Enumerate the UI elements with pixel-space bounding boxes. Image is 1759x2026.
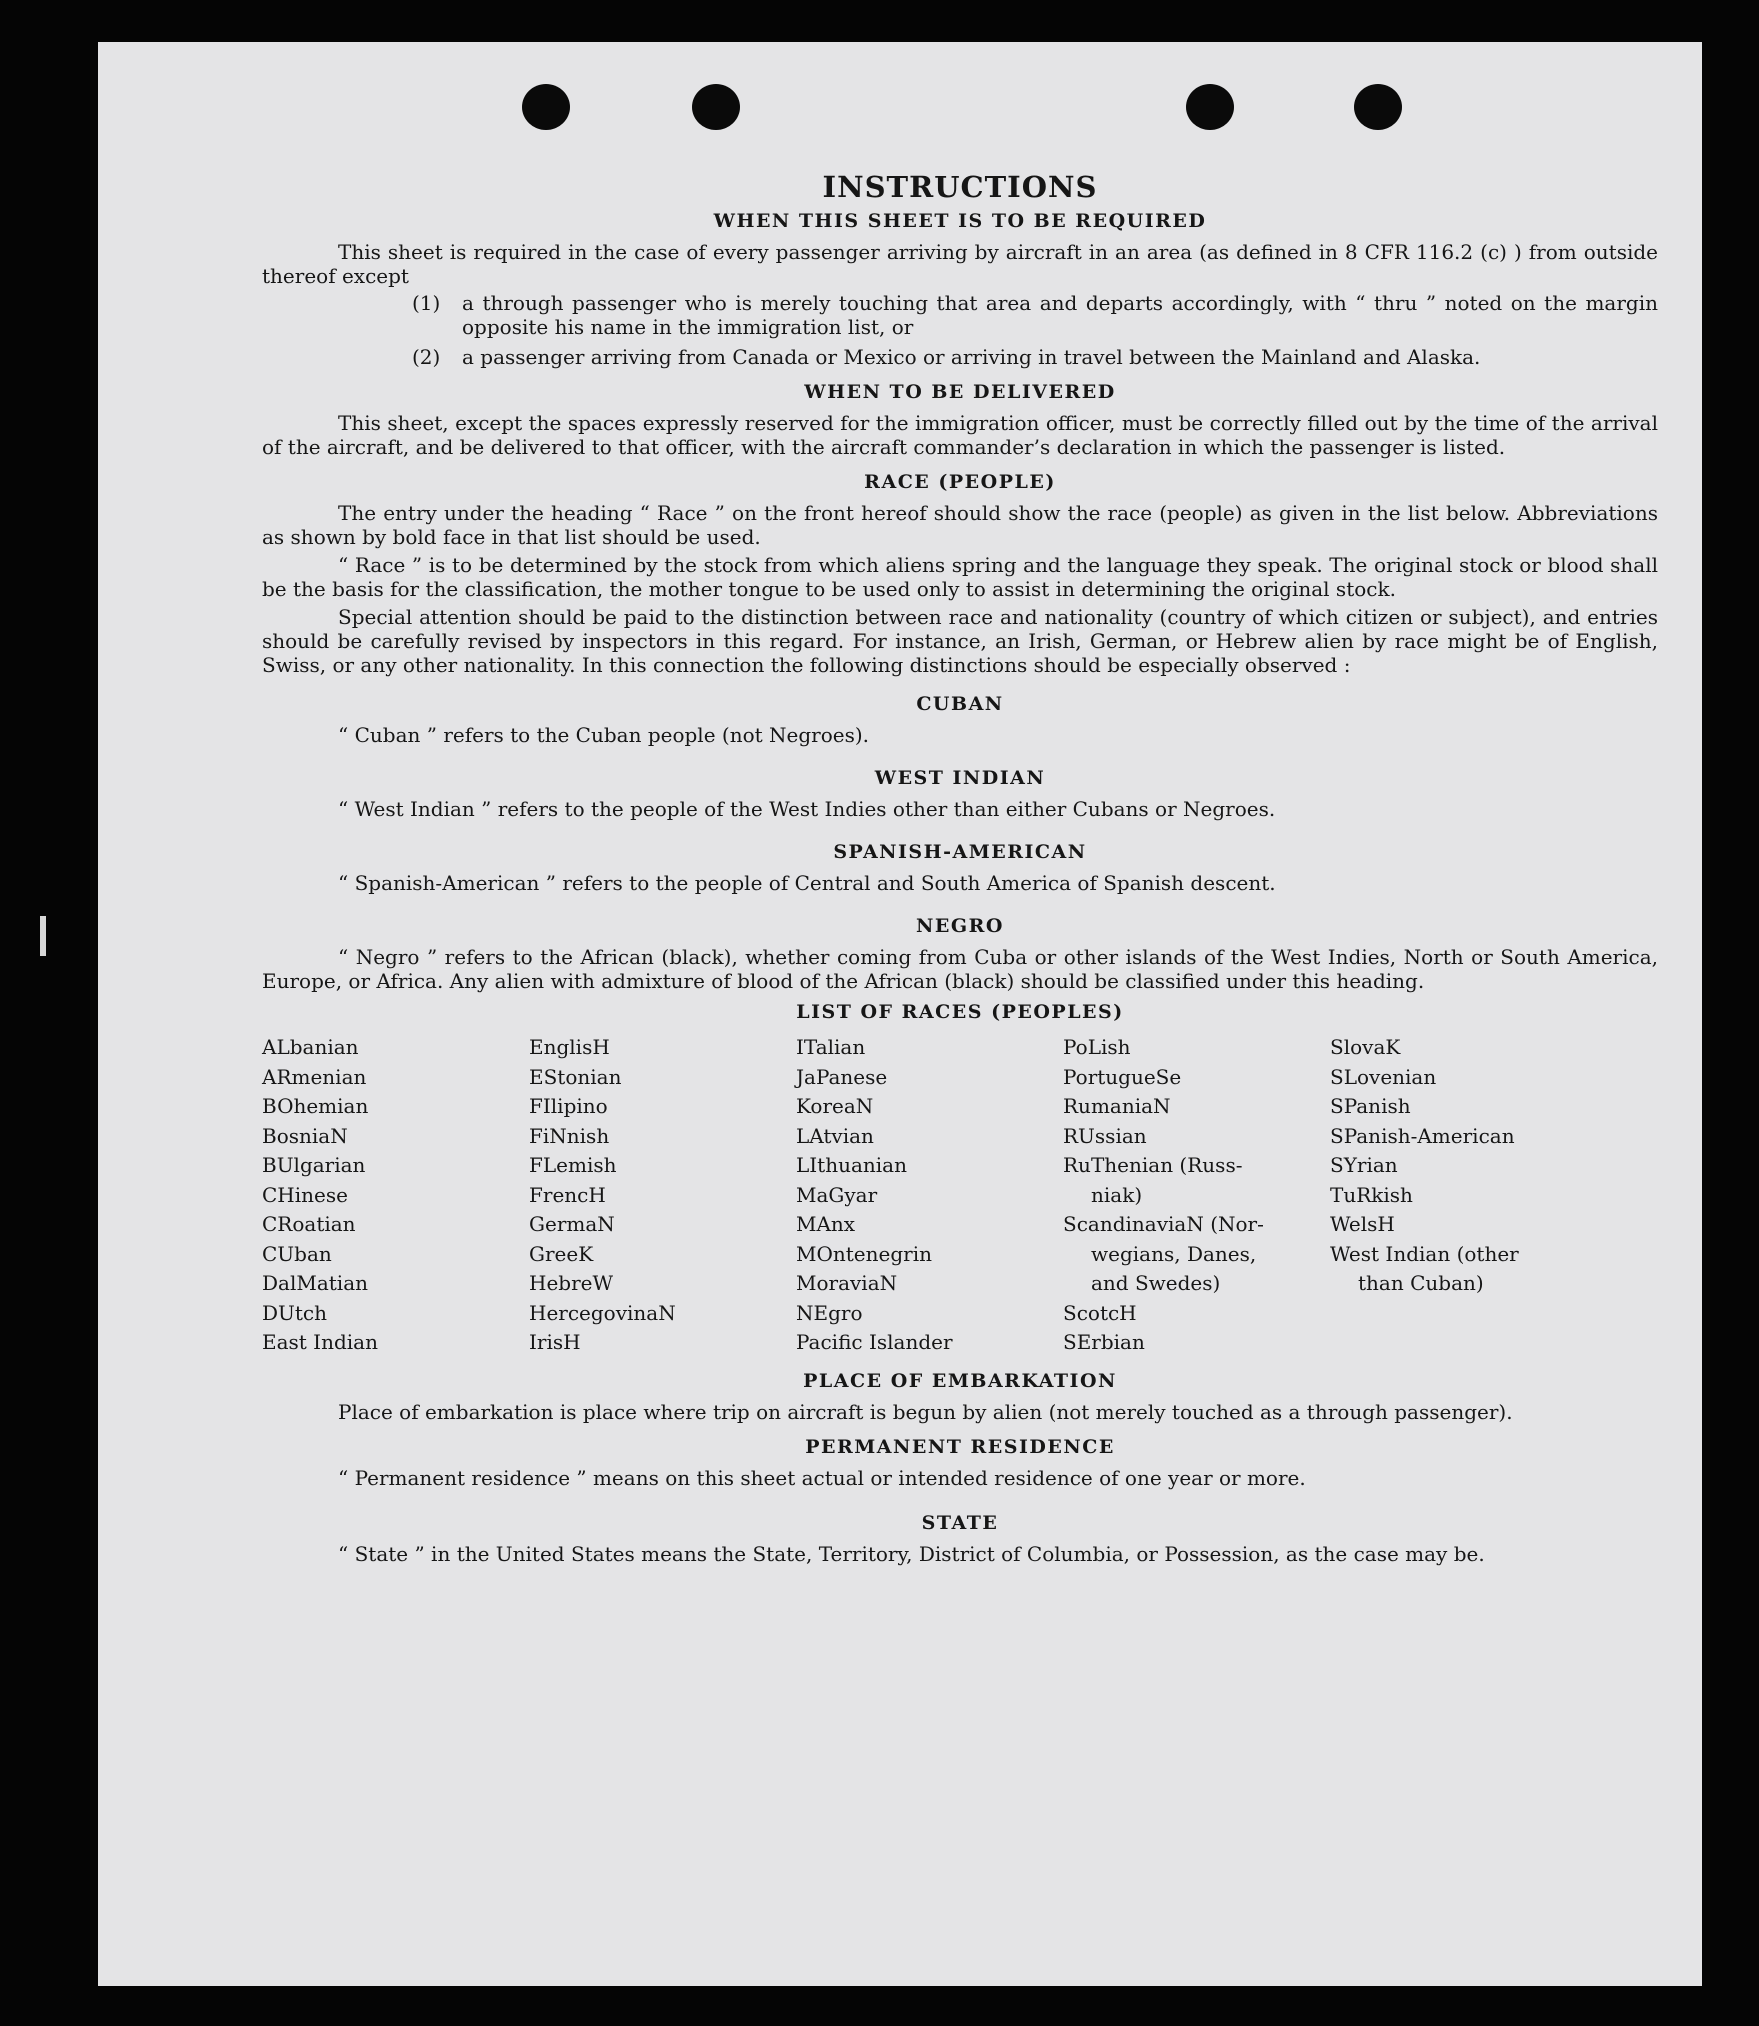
paragraph: This sheet, except the spaces expressly reserved for the immigration officer, must be correctly filled out by the time of the arrival of the aircraft, and be delivered to that officer, with the aircraft commander’s declaration in which the passenger is listed.: [262, 411, 1658, 459]
punch-hole: [522, 84, 570, 130]
race-entry: wegians, Danes,: [1091, 1241, 1257, 1266]
scan-speck: [40, 916, 46, 956]
paragraph: “ Permanent residence ” means on this sheet actual or intended residence of one year or more.: [338, 1465, 1306, 1490]
section-heading: CUBAN: [916, 693, 1004, 715]
paragraph: “ State ” in the United States means the State, Territory, District of Columbia, or Possession, as the case may be.: [338, 1541, 1485, 1566]
races-list: [262, 1033, 1658, 1358]
section-heading: NEGRO: [916, 915, 1004, 937]
race-entry: FrencH: [529, 1182, 606, 1207]
race-entry: FIlipino: [529, 1094, 608, 1118]
race-entry: BosniaN: [262, 1123, 348, 1148]
section-heading: WHEN TO BE DELIVERED: [804, 381, 1116, 403]
race-entry: MAnx: [796, 1212, 856, 1236]
races-column-5: [1330, 1033, 1590, 1358]
race-entry: FLemish: [529, 1153, 617, 1177]
race-entry: MaGyar: [796, 1182, 878, 1207]
paragraph: Place of embarkation is place where trip on aircraft is begun by alien (not merely touched as a through passenger).: [338, 1399, 1513, 1424]
race-entry: ALbanian: [262, 1035, 359, 1059]
race-entry: PortugueSe: [1063, 1064, 1182, 1089]
race-entry: BOhemian: [262, 1094, 369, 1118]
section-heading: RACE (PEOPLE): [864, 471, 1056, 493]
race-entry: RUssian: [1063, 1123, 1147, 1148]
races-column-4: [1063, 1033, 1330, 1358]
race-entry: than Cuban): [1358, 1271, 1484, 1295]
item-text: a passenger arriving from Canada or Mexico or arriving in travel between the Mainland and Alaska.: [462, 345, 1481, 369]
paragraph: “ Negro ” refers to the African (black), whether coming from Cuba or other islands of the West Indies, North or South America, Europe, or Africa. Any alien with admixture of blood of the African (black) should be classified under this heading.: [262, 945, 1658, 993]
race-entry: SYrian: [1330, 1153, 1398, 1177]
race-entry: PoLish: [1063, 1035, 1131, 1059]
paragraph: “ Race ” is to be determined by the stock from which aliens spring and the language they speak. The original stock or blood shall be the basis for the classification, the mother tongue to be used only to assist in determining the original stock.: [262, 553, 1658, 601]
race-entry: MoraviaN: [796, 1271, 898, 1295]
race-entry: BUlgarian: [262, 1153, 366, 1177]
race-entry: DUtch: [262, 1300, 328, 1325]
race-entry: NEgro: [796, 1300, 863, 1325]
race-entry: LIthuanian: [796, 1153, 907, 1177]
race-entry: WelsH: [1330, 1212, 1395, 1236]
section-heading: PLACE OF EMBARKATION: [803, 1369, 1117, 1392]
race-entry: RuThenian (Russ-: [1063, 1153, 1243, 1177]
paragraph: The entry under the heading “ Race ” on the front hereof should show the race (people) as given in the list below. Abbreviations as shown by bold face in that list should be used.: [262, 501, 1658, 549]
instructions-text: [262, 170, 1658, 1566]
paragraph: “ West Indian ” refers to the people of the West Indies other than either Cubans or Negroes.: [338, 797, 1276, 821]
item-text: a through passenger who is merely touching that area and departs accordingly, with “ thru ” noted on the margin opposite his name in the immigration list, or: [462, 291, 1658, 339]
race-entry: TuRkish: [1330, 1182, 1413, 1207]
punch-hole: [1186, 84, 1234, 130]
race-entry: Pacific Islander: [796, 1330, 953, 1354]
race-entry: CUban: [262, 1241, 332, 1266]
race-entry: East Indian: [262, 1330, 378, 1354]
paragraph: “ Cuban ” refers to the Cuban people (not Negroes).: [338, 723, 870, 747]
section-heading: STATE: [921, 1511, 999, 1534]
item-number: (2): [412, 345, 441, 369]
race-entry: SPanish: [1330, 1094, 1411, 1118]
race-entry: LAtvian: [796, 1123, 874, 1148]
race-entry: EStonian: [529, 1064, 622, 1089]
race-entry: HercegovinaN: [529, 1300, 676, 1325]
race-entry: SPanish-American: [1330, 1123, 1515, 1148]
race-entry: ScandinaviaN (Nor-: [1063, 1212, 1264, 1236]
race-entry: IrisH: [529, 1330, 581, 1354]
punch-hole: [692, 84, 740, 130]
race-entry: CHinese: [262, 1182, 348, 1207]
race-entry: GermaN: [529, 1212, 615, 1236]
race-entry: CRoatian: [262, 1212, 356, 1236]
document-page: [98, 42, 1702, 1986]
paragraph: This sheet is required in the case of every passenger arriving by aircraft in an area (as defined in 8 CFR 116.2 (c) ) from outside thereof except: [262, 240, 1658, 288]
race-entry: MOntenegrin: [796, 1241, 932, 1266]
race-entry: JaPanese: [796, 1064, 888, 1089]
race-entry: ARmenian: [262, 1064, 367, 1089]
paragraph: Special attention should be paid to the distinction between race and nationality (country of which citizen or subject), and entries should be carefully revised by inspectors in this regard. For instance, an Irish, German, or Hebrew alien by race might be of English, Swiss, or any other nationality. In this connection the following distinctions should be especially observed :: [262, 605, 1658, 677]
race-entry: EnglisH: [529, 1035, 610, 1059]
section-heading: LIST OF RACES (PEOPLES): [796, 1001, 1124, 1023]
race-entry: DalMatian: [262, 1271, 368, 1295]
item-number: (1): [412, 291, 441, 315]
race-entry: niak): [1091, 1182, 1143, 1207]
page-title: INSTRUCTIONS: [822, 170, 1098, 204]
race-entry: FiNnish: [529, 1123, 610, 1148]
list-item: [412, 291, 1658, 339]
races-column-2: [529, 1033, 796, 1358]
race-entry: ScotcH: [1063, 1300, 1137, 1325]
races-column-1: [262, 1033, 529, 1358]
list-item: [412, 345, 1658, 369]
section-heading: WEST INDIAN: [874, 767, 1046, 789]
section-heading: WHEN THIS SHEET IS TO BE REQUIRED: [713, 210, 1207, 232]
race-entry: ITalian: [796, 1035, 866, 1059]
paragraph: “ Spanish-American ” refers to the people of Central and South America of Spanish descent.: [338, 871, 1276, 895]
section-heading: SPANISH-AMERICAN: [833, 841, 1087, 863]
section-heading: PERMANENT RESIDENCE: [805, 1435, 1115, 1458]
punch-hole: [1354, 84, 1402, 130]
race-entry: SLovenian: [1330, 1064, 1437, 1089]
race-entry: KoreaN: [796, 1094, 874, 1118]
race-entry: HebreW: [529, 1271, 614, 1295]
race-entry: SErbian: [1063, 1330, 1145, 1354]
race-entry: SlovaK: [1330, 1035, 1401, 1059]
race-entry: RumaniaN: [1063, 1094, 1171, 1118]
race-entry: West Indian (other: [1330, 1241, 1519, 1266]
race-entry: GreeK: [529, 1241, 594, 1266]
race-entry: and Swedes): [1091, 1271, 1221, 1295]
races-column-3: [796, 1033, 1063, 1358]
